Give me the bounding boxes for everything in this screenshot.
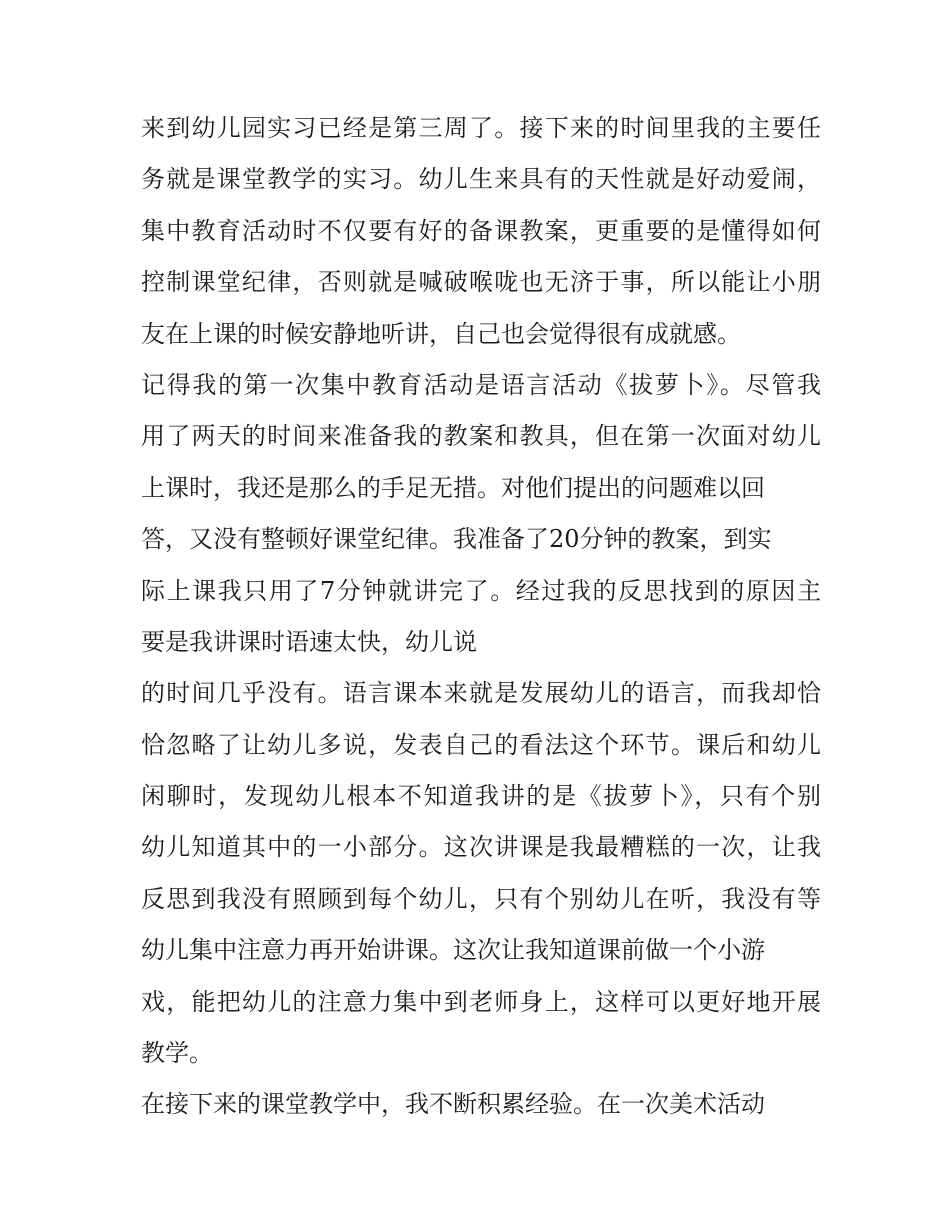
- body-text: [141, 103, 821, 1131]
- text-line: 幼儿知道其中的一小部分。这次讲课是我最糟糕的一次，让我: [141, 833, 821, 862]
- text-line: 控制课堂纪律，否则就是喊破喉咙也无济于事，所以能让小朋: [141, 268, 821, 297]
- text-line: 幼儿集中注意力再开始讲课。这次让我知道课前做一个小游: [141, 936, 765, 965]
- text-line: 要是我讲课时语速太快，幼儿说: [141, 627, 477, 656]
- text-line: 答，又没有整顿好课堂纪律。我准备了20分钟的教案，到实: [141, 525, 772, 554]
- text-line: 记得我的第一次集中教育活动是语言活动《拔萝卜》。尽管我: [141, 370, 821, 399]
- text-line: 教学。: [141, 1039, 213, 1068]
- text-line: 务就是课堂教学的实习。幼儿生来具有的天性就是好动爱闹，: [141, 165, 821, 194]
- text-line: 闲聊时，发现幼儿根本不知道我讲的是《拔萝卜》，只有个别: [141, 782, 821, 811]
- text-line: 来到幼儿园实习已经是第三周了。接下来的时间里我的主要任: [141, 114, 821, 142]
- text-line: 集中教育活动时不仅要有好的备课教案，更重要的是懂得如何: [141, 216, 821, 245]
- text-line: 戏，能把幼儿的注意力集中到老师身上，这样可以更好地开展: [141, 987, 821, 1016]
- text-line: 反思到我没有照顾到每个幼儿，只有个别幼儿在听，我没有等: [141, 884, 821, 913]
- text-line: 的时间几乎没有。语言课本来就是发展幼儿的语言，而我却恰: [141, 679, 821, 708]
- text-line: 用了两天的时间来准备我的教案和教具，但在第一次面对幼儿: [141, 422, 821, 451]
- text-line: 友在上课的时候安静地听讲，自己也会觉得很有成就感。: [141, 319, 741, 348]
- text-line: 在接下来的课堂教学中，我不断积累经验。在一次美术活动: [141, 1090, 765, 1119]
- text-line: 上课时，我还是那么的手足无措。对他们提出的问题难以回: [141, 473, 765, 502]
- text-line: 恰忽略了让幼儿多说，发表自己的看法这个环节。课后和幼儿: [141, 730, 821, 759]
- text-line: 际上课我只用了7分钟就讲完了。经过我的反思找到的原因主: [141, 576, 821, 605]
